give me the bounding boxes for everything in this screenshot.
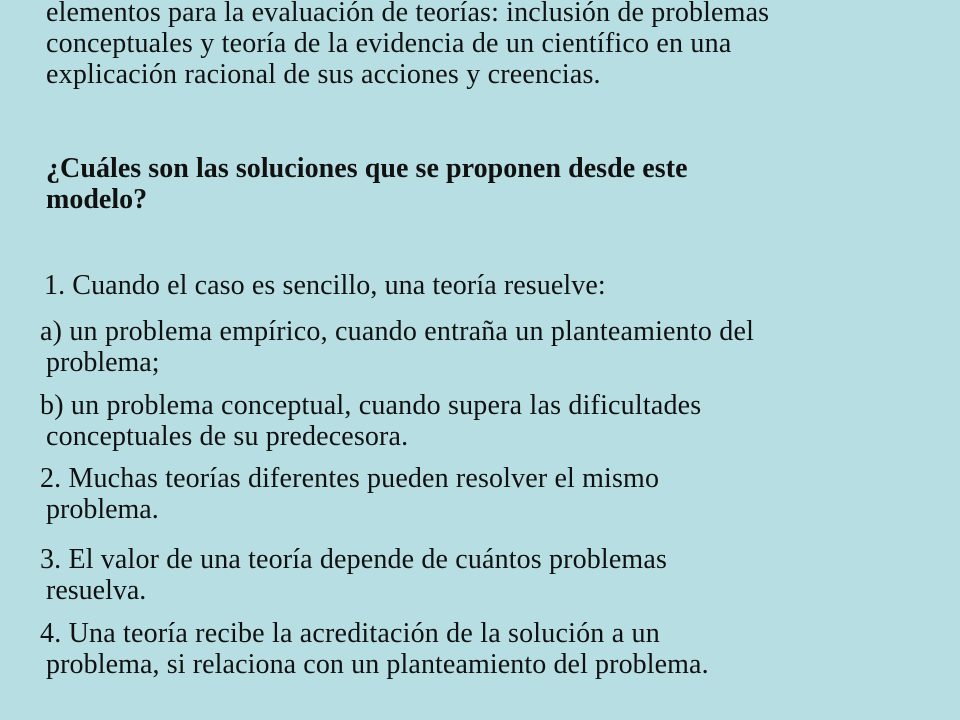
intro-line: explicación racional de sus acciones y creencias. [46, 59, 601, 90]
solution-item-3 [40, 544, 667, 606]
intro-paragraph [46, 0, 769, 90]
solution-item-a [40, 316, 754, 378]
intro-line: conceptuales y teoría de la evidencia de un científico en una [46, 28, 732, 59]
solution-line: a) un problema empírico, cuando entraña un planteamiento del [40, 316, 755, 347]
question-heading [46, 153, 688, 215]
solution-item-4 [40, 618, 709, 680]
solution-line: conceptuales de su predecesora. [46, 421, 409, 452]
solution-item-2 [40, 463, 659, 525]
solution-line: problema, si relaciona con un planteamiento del problema. [46, 649, 709, 680]
solution-line: problema. [46, 494, 159, 525]
intro-line: elementos para la evaluación de teorías: inclusión de problemas [46, 0, 770, 28]
solution-line: resuelva. [46, 575, 147, 606]
question-line: modelo? [46, 184, 148, 215]
solution-line: b) un problema conceptual, cuando supera las dificultades [40, 390, 702, 421]
solution-line: 3. El valor de una teoría depende de cuántos problemas [40, 544, 667, 575]
solution-item-1 [44, 270, 606, 301]
solution-line: 2. Muchas teorías diferentes pueden resolver el mismo [40, 463, 660, 494]
solution-line: 4. Una teoría recibe la acreditación de la solución a un [40, 618, 660, 649]
solution-item-b [40, 390, 701, 452]
question-line: ¿Cuáles son las soluciones que se proponen desde este [46, 153, 688, 184]
solution-line: 1. Cuando el caso es sencillo, una teoría resuelve: [44, 270, 606, 301]
solution-line: problema; [46, 347, 160, 378]
